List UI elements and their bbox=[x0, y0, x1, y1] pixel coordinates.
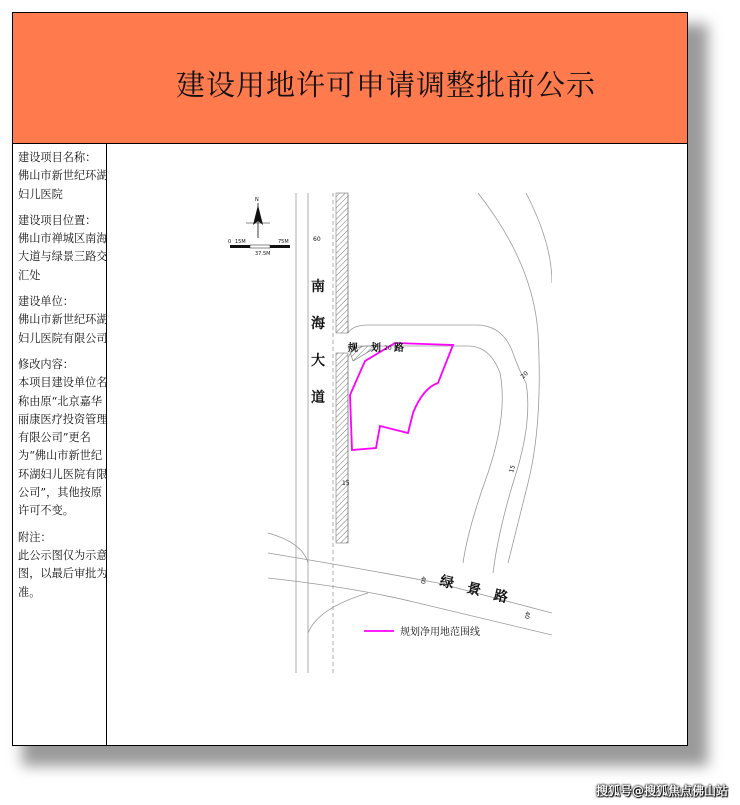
road-label-nanhai-1: 南 bbox=[311, 279, 325, 295]
project-name-label: 建设项目名称： bbox=[18, 151, 97, 164]
project-name-block bbox=[18, 149, 108, 204]
road-label-nanhai-3: 大 bbox=[311, 353, 325, 369]
width-label-60: 60 bbox=[313, 236, 321, 243]
modification-block bbox=[18, 356, 108, 521]
developer-value: 佛山市新世纪环湖妇儿医院有限公司 bbox=[18, 313, 108, 345]
watermark: 搜狐号@搜狐焦点佛山站 bbox=[595, 784, 728, 798]
modification-label: 修改内容： bbox=[18, 357, 74, 371]
road-label-nanhai-2: 海 bbox=[311, 316, 325, 332]
note-value: 此公示图仅为示意图，以最后审批为准。 bbox=[18, 548, 108, 599]
width-label-20: 20 bbox=[519, 370, 530, 381]
site-plan-map bbox=[208, 183, 552, 673]
scale-label-0: 0 bbox=[228, 239, 232, 245]
info-text bbox=[18, 149, 108, 610]
road-label-planned-3: 路 bbox=[394, 343, 404, 354]
road-label-lujing-3: 路 bbox=[492, 587, 510, 607]
road-label-lujing-1: 绿 bbox=[438, 573, 456, 593]
project-location-label: 建设项目位置： bbox=[18, 213, 97, 227]
developer-block bbox=[18, 293, 108, 348]
modification-value: 本项目建设单位名称由原“北京嘉华丽康医疗投资管理有限公司”更名为“佛山市新世纪环湖妇儿医院有限公司”，其他按原许可不变。 bbox=[18, 376, 108, 518]
north-arrow-icon bbox=[246, 203, 270, 238]
width-label-15a: 15 bbox=[342, 480, 350, 487]
project-location-value: 佛山市禅城区南海大道与绿景三路交汇处 bbox=[18, 232, 108, 282]
scale-label-75: 75M bbox=[278, 239, 289, 245]
legend-label: 规划净用地范围线 bbox=[400, 627, 480, 638]
page-title: 建设用地许可申请调整批前公示 bbox=[176, 68, 597, 102]
width-label-15b: 15 bbox=[508, 464, 517, 474]
project-name-value: 佛山市新世纪环湖妇儿医院 bbox=[18, 169, 108, 201]
site-boundary bbox=[350, 343, 453, 450]
project-location-block bbox=[18, 212, 108, 285]
road-label-planned-1: 规 bbox=[348, 343, 358, 354]
note-block bbox=[18, 529, 108, 602]
scale-label-37: 37.5M bbox=[255, 251, 271, 257]
north-label: N bbox=[255, 197, 259, 203]
road-label-nanhai-4: 道 bbox=[311, 390, 325, 406]
header-band bbox=[13, 13, 687, 144]
scale-bar bbox=[230, 245, 290, 248]
width-label-40b: 40 bbox=[522, 610, 531, 620]
developer-label: 建设单位： bbox=[18, 295, 74, 309]
width-label-20b: 20 bbox=[384, 345, 392, 352]
scale-label-15: 15M bbox=[235, 239, 246, 245]
width-label-40a: 40 bbox=[418, 575, 427, 585]
note-label: 附注： bbox=[18, 530, 52, 544]
info-column bbox=[13, 144, 107, 745]
road-label-planned-2: 划 bbox=[371, 343, 381, 354]
road-label-lujing-2: 景 bbox=[465, 580, 483, 600]
